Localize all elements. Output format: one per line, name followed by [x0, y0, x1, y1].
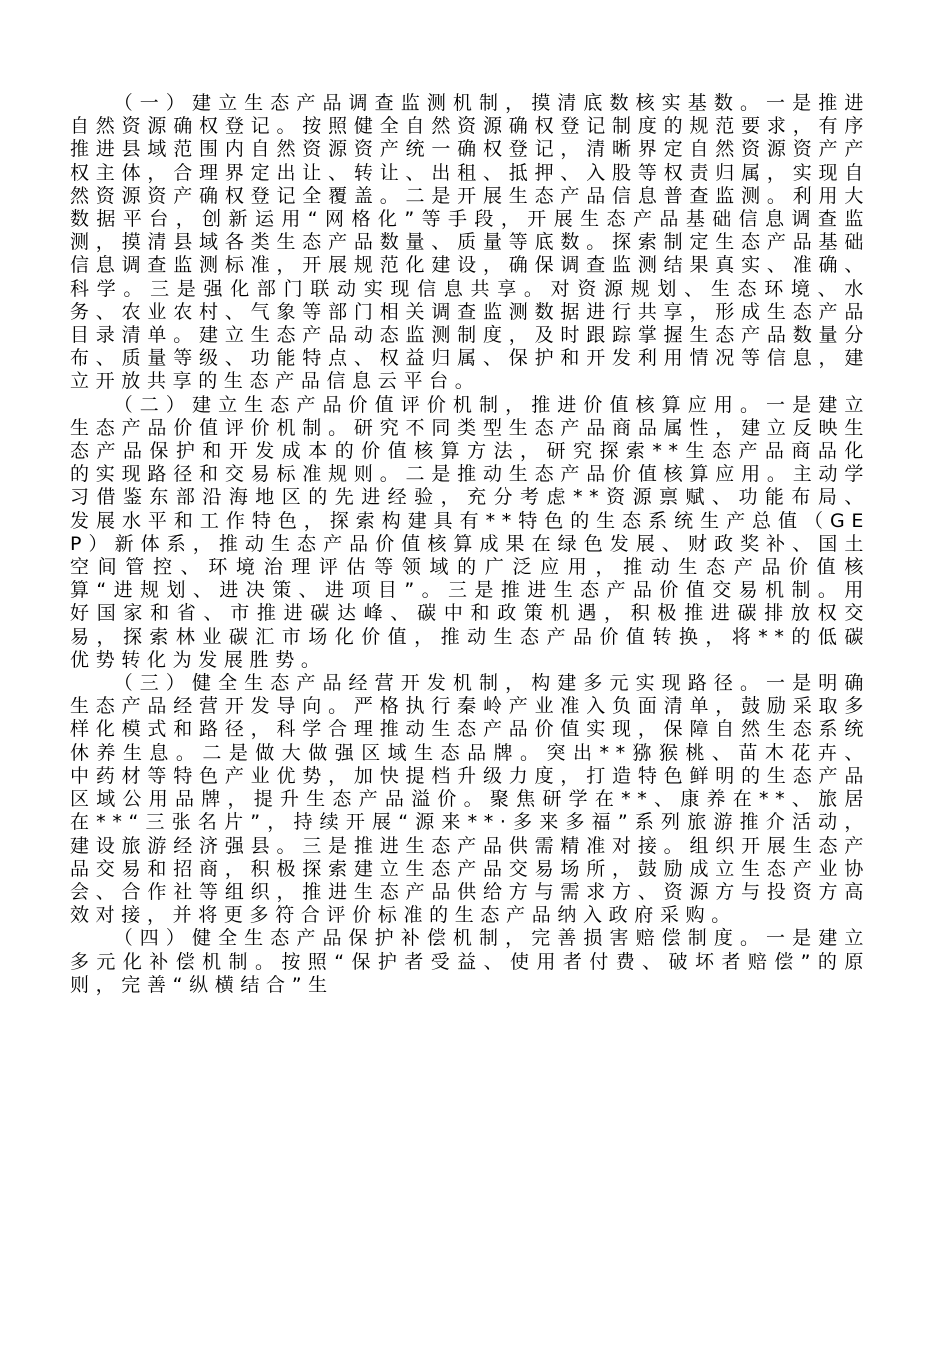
paragraph-2-value-evaluation: （二）建立生态产品价值评价机制，推进价值核算应用。一是建立生态产品价值评价机制。研究不同类型生态产品商品属性，建立反映生态产品保护和开发成本的价值核算方法，研究探索**生态产品商品化的实现路径和交易标准规则。二是推动生态产品价值核算应用。主动学习借鉴东部沿海地区的先进经验，充分考虑**资源禀赋、功能布局、发展水平和工作特色，探索构建具有**特色的生态系统生产总值（GEP）新体系，推动生态产品价值核算成果在绿色发展、财政奖补、国土空间管控、环境治理评估等领域的广泛应用，推动生态产品价值核算“进规划、进决策、进项目”。三是推进生态产品价值交易机制。用好国家和省、市推进碳达峰、碳中和政策机遇，积极推进碳排放权交易，探索林业碳汇市场化价值，推动生态产品价值转换，将**的低碳优势转化为发展胜势。	[70, 393, 870, 671]
document-page	[70, 92, 870, 997]
paragraph-1-survey-monitoring: （一）建立生态产品调查监测机制，摸清底数核实基数。一是推进自然资源确权登记。按照健全自然资源确权登记制度的规范要求，有序推进县域范围内自然资源资产统一确权登记，清晰界定自然资源资产产权主体，合理界定出让、转让、出租、抵押、入股等权责归属，实现自然资源资产确权登记全覆盖。二是开展生态产品信息普查监测。利用大数据平台，创新运用“网格化”等手段，开展生态产品基础信息调查监测，摸清县域各类生态产品数量、质量等底数。探索制定生态产品基础信息调查监测标准，开展规范化建设，确保调查监测结果真实、准确、科学。三是强化部门联动实现信息共享。对资源规划、生态环境、水务、农业农村、气象等部门相关调查监测数据进行共享，形成生态产品目录清单。建立生态产品动态监测制度，及时跟踪掌握生态产品数量分布、质量等级、功能特点、权益归属、保护和开发利用情况等信息，建立开放共享的生态产品信息云平台。	[70, 92, 870, 393]
paragraph-3-business-development: （三）健全生态产品经营开发机制，构建多元实现路径。一是明确生态产品经营开发导向。严格执行秦岭产业准入负面清单，鼓励采取多样化模式和路径，科学合理推动生态产品价值实现，保障自然生态系统休养生息。二是做大做强区域生态品牌。突出**猕猴桃、苗木花卉、中药材等特色产业优势，加快提档升级力度，打造特色鲜明的生态产品区域公用品牌，提升生态产品溢价。聚焦研学在**、康养在**、旅居在**“三张名片”，持续开展“源来**·多来多福”系列旅游推介活动，建设旅游经济强县。三是推进生态产品供需精准对接。组织开展生态产品交易和招商，积极探索建立生态产品交易场所，鼓励成立生态产业协会、合作社等组织，推进生态产品供给方与需求方、资源方与投资方高效对接，并将更多符合评价标准的生态产品纳入政府采购。	[70, 672, 870, 927]
paragraph-4-protection-compensation: （四）健全生态产品保护补偿机制，完善损害赔偿制度。一是建立多元化补偿机制。按照“保护者受益、使用者付费、破坏者赔偿”的原则，完善“纵横结合”生	[70, 927, 870, 996]
